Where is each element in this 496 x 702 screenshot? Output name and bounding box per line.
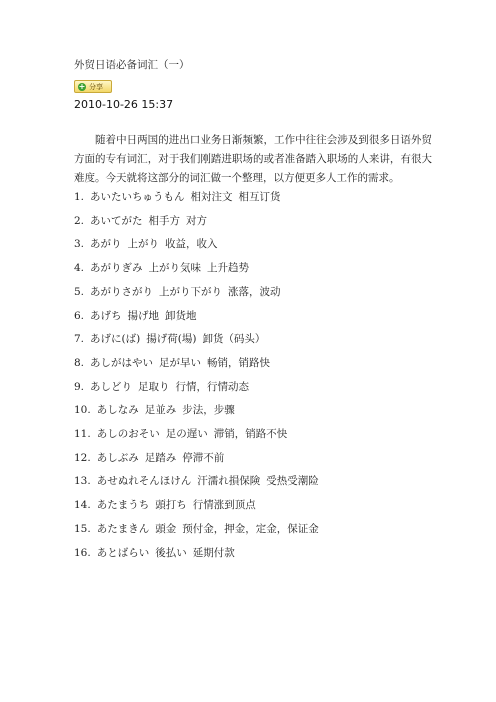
vocab-meaning: 对方: [186, 214, 208, 227]
vocab-number: 8.: [74, 356, 85, 369]
vocab-term: 上がり気味: [148, 262, 202, 275]
vocab-term: 相対注文: [190, 191, 233, 203]
vocab-meaning: 滞销，销路不快: [213, 428, 288, 440]
share-button[interactable]: [74, 80, 112, 93]
share-button-label: 分享: [89, 82, 103, 91]
vocab-item: [74, 332, 265, 346]
vocab-term: 上がり: [127, 238, 160, 251]
vocab-meaning: 步法，步骤: [182, 404, 235, 417]
vocab-number: 6.: [74, 309, 85, 322]
vocab-number: 9.: [74, 380, 85, 393]
vocab-item: [74, 427, 287, 441]
vocab-term: 頭金: [155, 522, 177, 535]
vocab-term: 足取り: [138, 380, 170, 393]
vocab-number: 13.: [74, 475, 91, 488]
vocab-meaning: 停滞不前: [182, 451, 225, 464]
vocab-number: 2.: [74, 214, 85, 227]
vocab-meaning: 行情涨到顶点: [192, 499, 256, 512]
vocab-kana: あたまうち: [96, 499, 150, 512]
vocab-meaning: 涨落，波动: [228, 285, 281, 298]
vocab-kana: あしがはやい: [90, 356, 154, 369]
vocab-term: 足が早い: [159, 356, 202, 369]
plus-icon: +: [78, 81, 86, 91]
vocab-kana: あげち: [90, 309, 122, 322]
vocab-number: 16.: [74, 546, 91, 559]
vocab-kana: あとばらい: [96, 546, 150, 559]
vocab-item: [74, 546, 235, 560]
article-title: 外贸日语必备词汇（一）: [74, 59, 190, 71]
vocab-item: [74, 214, 207, 228]
vocab-item: [74, 474, 319, 488]
vocab-kana: あしなみ: [96, 404, 139, 417]
vocab-kana: あがりさがり: [90, 285, 154, 298]
vocab-number: 11.: [74, 428, 91, 440]
vocab-term: 相手方: [148, 214, 181, 227]
vocab-term: 足の遅い: [165, 428, 208, 440]
vocab-meaning: 卸货（码头）: [202, 333, 266, 346]
vocab-item: [74, 285, 281, 299]
vocab-term: 上がり下がり: [159, 285, 223, 298]
vocab-meaning: 延期付款: [192, 546, 235, 559]
vocab-meaning: 畅销，销路快: [207, 356, 271, 369]
vocab-number: 14.: [74, 499, 91, 512]
vocab-kana: あげに(ば): [90, 333, 141, 346]
vocab-item: [74, 403, 235, 417]
vocab-term: 足踏み: [144, 451, 177, 464]
vocab-kana: あがりぎみ: [90, 262, 143, 275]
vocab-kana: あがり: [90, 238, 122, 251]
intro-paragraph: 随着中日两国的进出口业务日渐频繁，工作中往往会涉及到很多日语外贸方面的专有词汇，对于我们刚踏进职场的或者准备踏入职场的人来讲，有很大难度。今天就将这部分的词汇做一个整理，以方便更多人工作的需求。: [74, 133, 432, 184]
vocab-term: 後払い: [155, 546, 187, 559]
vocab-meaning: 预付金，押金，定金，保证金: [182, 522, 319, 535]
vocab-item: [74, 190, 281, 204]
vocab-kana: あしのおそい: [96, 428, 160, 440]
vocab-meaning: 收益，收入: [165, 238, 218, 251]
vocab-number: 5.: [74, 285, 85, 298]
vocab-item: [74, 380, 249, 394]
vocab-kana: あせぬれそんほけん: [96, 475, 192, 488]
vocab-kana: あいてがた: [90, 214, 143, 227]
vocab-number: 1.: [74, 191, 85, 203]
vocab-term: 頭打ち: [155, 499, 187, 512]
vocab-term: 足並み: [144, 404, 177, 417]
vocab-item: [74, 522, 319, 536]
vocab-meaning: 卸货地: [165, 309, 197, 322]
vocab-item: [74, 309, 197, 323]
vocab-term: 汗濡れ損保険: [197, 475, 261, 488]
vocab-number: 12.: [74, 451, 91, 464]
vocab-kana: あたまきん: [96, 522, 150, 535]
vocab-number: 10.: [74, 404, 91, 417]
vocab-kana: あしどり: [90, 380, 133, 393]
vocab-item: [74, 237, 218, 251]
vocab-meaning: 上升趋势: [207, 262, 250, 275]
vocab-meaning: 相互订货: [238, 191, 281, 203]
vocab-number: 4.: [74, 262, 85, 275]
vocab-number: 7.: [74, 333, 85, 346]
vocab-meaning: 行情，行情动态: [175, 380, 250, 393]
vocab-kana: あしぶみ: [96, 451, 139, 464]
vocab-term: 揚げ地: [127, 309, 160, 322]
vocab-item: [74, 451, 224, 465]
vocab-meaning: 受热受潮险: [266, 475, 319, 488]
vocab-number: 15.: [74, 522, 91, 535]
vocab-term: 揚げ荷(場): [146, 333, 197, 346]
vocab-item: [74, 498, 256, 512]
post-date: 2010-10-26 15:37: [74, 98, 174, 111]
vocab-item: [74, 261, 249, 275]
vocab-item: [74, 356, 270, 370]
vocab-kana: あいたいちゅうもん: [90, 191, 185, 203]
vocab-number: 3.: [74, 238, 85, 251]
